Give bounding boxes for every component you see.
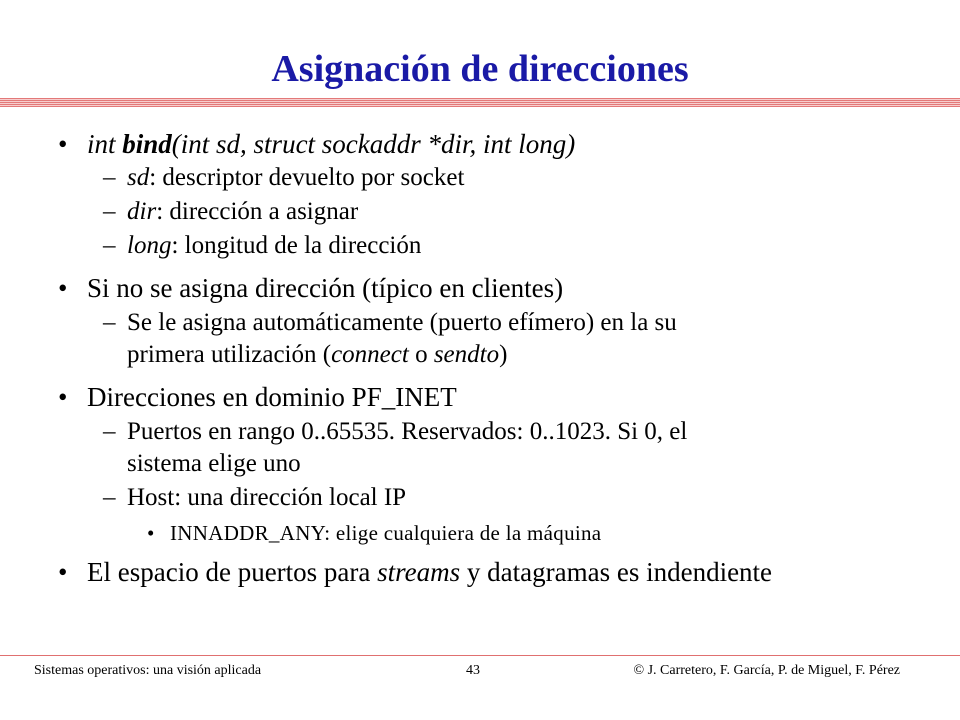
bullet-3-text: Direcciones en dominio PF_INET bbox=[87, 382, 457, 412]
sub-sub-item-any-text: INNADDR_ANY: elige cualquiera de la máquina bbox=[170, 521, 602, 545]
sub-item-sd-dash: – bbox=[103, 164, 116, 191]
streams-term: streams bbox=[377, 557, 461, 587]
sub-item-auto-assign bbox=[103, 307, 116, 339]
bullet-2-marker: • bbox=[58, 273, 68, 303]
sub-item-host-text: Host: una dirección local IP bbox=[127, 484, 407, 511]
sub-item-dir-desc: : dirección a asignar bbox=[156, 198, 359, 225]
auto-assign-post: ) bbox=[499, 341, 508, 368]
sub-item-ports bbox=[103, 416, 116, 448]
sub-item-auto-assign-line2 bbox=[127, 339, 507, 371]
sub-item-long-term: long bbox=[127, 232, 172, 259]
bullet-4-marker: • bbox=[58, 557, 68, 587]
bullet-1-marker: • bbox=[58, 129, 68, 159]
sub-item-auto-assign-line1: Se le asigna automáticamente (puerto efímero) en la su bbox=[127, 309, 677, 336]
bullet-1-text bbox=[87, 128, 575, 160]
sub-item-auto-assign-dash: – bbox=[103, 309, 116, 336]
sub-item-ports-line2: sistema elige uno bbox=[127, 450, 301, 477]
bullet-3-marker: • bbox=[58, 382, 68, 412]
sub-item-long-desc: : longitud de la dirección bbox=[171, 232, 422, 259]
sub-item-long-text bbox=[127, 230, 421, 262]
bind-signature-prefix: int bbox=[87, 129, 123, 159]
sub-sub-item-any bbox=[147, 517, 155, 549]
sub-item-host-dash: – bbox=[103, 484, 116, 511]
bind-function-name: bind bbox=[122, 129, 172, 159]
sub-item-sd-term: sd bbox=[127, 164, 150, 191]
sub-item-ports-dash: – bbox=[103, 418, 116, 445]
auto-assign-pre: primera utilización ( bbox=[127, 341, 332, 368]
bullet-1 bbox=[58, 128, 67, 160]
footer-page-number: 43 bbox=[466, 663, 480, 678]
auto-assign-mid: o bbox=[408, 341, 434, 368]
footer-book-title: Sistemas operativos: una visión aplicada bbox=[34, 663, 262, 678]
bullet-4-text bbox=[87, 556, 772, 588]
bullet-4-post: y datagramas es indendiente bbox=[460, 557, 773, 587]
footer-authors: © J. Carretero, F. García, P. de Miguel, F. Pérez bbox=[633, 663, 900, 678]
bullet-2 bbox=[58, 272, 67, 304]
sub-item-ports-line1: Puertos en rango 0..65535. Reservados: 0..1023. Si 0, el bbox=[127, 418, 688, 445]
slide-title: Asignación de direcciones bbox=[271, 48, 689, 90]
bullet-3 bbox=[58, 381, 67, 413]
sub-item-host bbox=[103, 482, 116, 514]
sub-item-dir-term: dir bbox=[127, 198, 157, 225]
bullet-2-text: Si no se asigna dirección (típico en clientes) bbox=[87, 273, 564, 303]
sub-item-long-dash: – bbox=[103, 232, 116, 259]
sub-item-sd-desc: : descriptor devuelto por socket bbox=[149, 164, 465, 191]
sub-item-sd bbox=[103, 162, 116, 194]
sub-item-long bbox=[103, 230, 116, 262]
sub-item-dir bbox=[103, 196, 116, 228]
bind-signature-args: (int sd, struct sockaddr *dir, int long) bbox=[171, 129, 576, 159]
sub-item-dir-dash: – bbox=[103, 198, 116, 225]
connect-term: connect bbox=[331, 341, 409, 368]
sendto-term: sendto bbox=[433, 341, 500, 368]
sub-item-dir-text bbox=[127, 196, 358, 228]
footer-divider bbox=[0, 655, 960, 656]
sub-sub-item-any-marker: • bbox=[147, 521, 155, 545]
bullet-4-pre: El espacio de puertos para bbox=[87, 557, 378, 587]
bullet-4 bbox=[58, 556, 67, 588]
sub-item-sd-text bbox=[127, 162, 464, 194]
